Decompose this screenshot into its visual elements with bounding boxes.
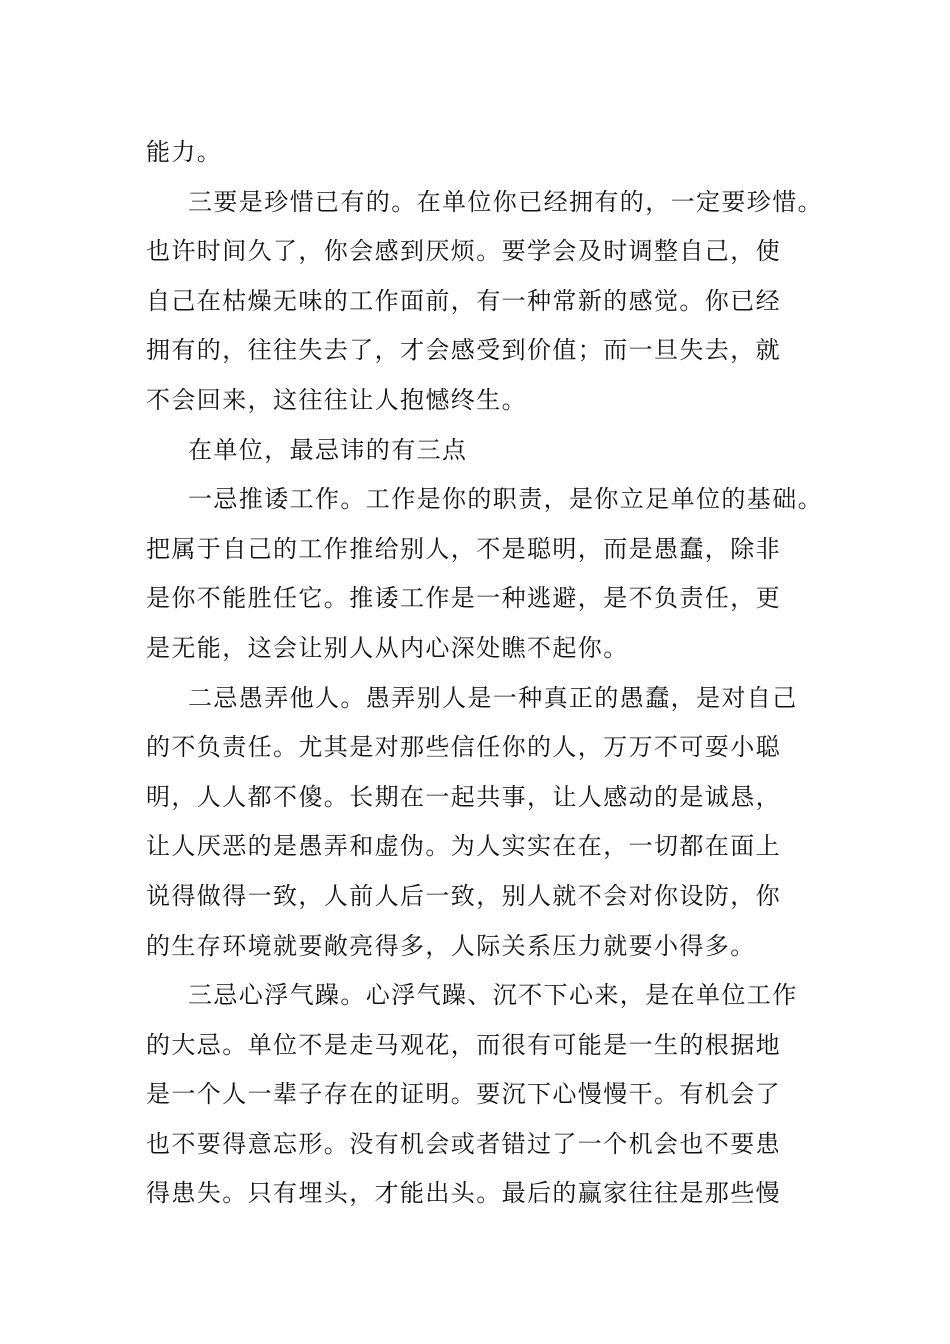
- text-line: 让人厌恶的是愚弄和虚伪。为人实实在在，一切都在面上: [146, 832, 781, 861]
- text-line: 自己在枯燥无味的工作面前，有一种常新的感觉。你已经: [146, 286, 781, 315]
- paragraph-start-line: 三忌心浮气躁。心浮气躁、沉不下心来，是在单位工作: [188, 981, 798, 1010]
- text-line: 的大忌。单位不是走马观花，而很有可能是一生的根据地: [146, 1030, 781, 1059]
- body-text: [146, 128, 823, 1219]
- text-line: 不会回来，这往往让人抱憾终生。: [146, 385, 527, 414]
- text-line: 也不要得意忘形。没有机会或者错过了一个机会也不要患: [146, 1129, 781, 1158]
- text-line: 的不负责任。尤其是对那些信任你的人，万万不可耍小聪: [146, 733, 781, 762]
- paragraph-start-line: 一忌推诿工作。工作是你的职责，是你立足单位的基础。: [188, 485, 823, 514]
- text-line: 是你不能胜任它。推诿工作是一种逃避，是不负责任，更: [146, 584, 781, 613]
- text-line: 说得做得一致，人前人后一致，别人就不会对你设防，你: [146, 881, 781, 910]
- paragraph-start-line: 二忌愚弄他人。愚弄别人是一种真正的愚蠢，是对自己: [188, 683, 798, 712]
- paragraph-start-line: 三要是珍惜已有的。在单位你已经拥有的，一定要珍惜。: [188, 187, 823, 216]
- text-line: 是无能，这会让别人从内心深处瞧不起你。: [146, 633, 629, 662]
- text-line: 把属于自己的工作推给别人，不是聪明，而是愚蠢，除非: [146, 534, 781, 563]
- text-line: 也许时间久了，你会感到厌烦。要学会及时调整自己，使: [146, 237, 781, 266]
- text-line: 是一个人一辈子存在的证明。要沉下心慢慢干。有机会了: [146, 1080, 781, 1109]
- text-line: 拥有的，往往失去了，才会感受到价值；而一旦失去，就: [146, 336, 781, 365]
- text-line: 明，人人都不傻。长期在一起共事，让人感动的是诚恳，: [146, 782, 781, 811]
- text-line: 得患失。只有埋头，才能出头。最后的赢家往往是那些慢: [146, 1179, 781, 1208]
- text-line: 能力。: [146, 138, 223, 166]
- text-line: 的生存环境就要敞亮得多，人际关系压力就要小得多。: [146, 931, 756, 960]
- section-heading: 在单位，最忌讳的有三点: [188, 435, 468, 464]
